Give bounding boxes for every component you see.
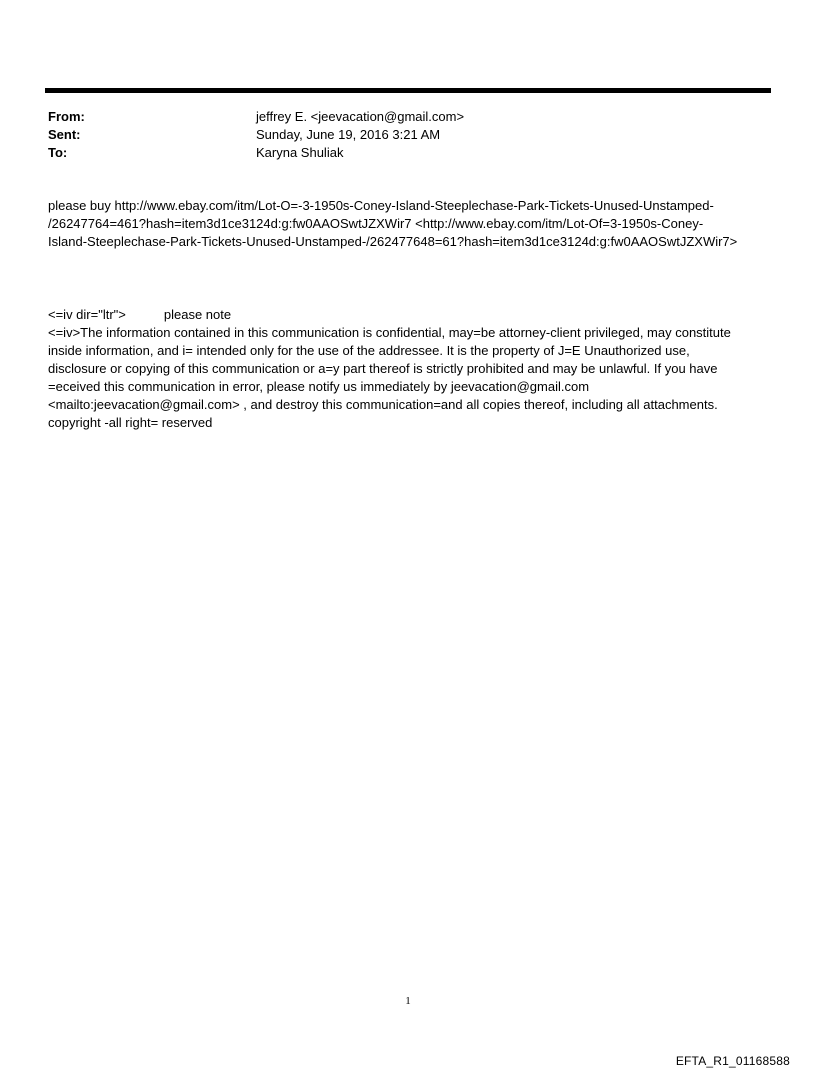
header-divider bbox=[45, 88, 771, 93]
message-line: Island-Steeplechase-Park-Tickets-Unused-Unstamped-/262477648=61?hash=item3d1ce3124d:g:fw0AAOSwtJZXWir7> bbox=[48, 234, 738, 249]
to-label: To: bbox=[48, 145, 68, 160]
disclaimer-line: <=iv>The information contained in this communication is confidential, may=be attorney-client privileged, may constitute bbox=[48, 325, 731, 340]
from-value: jeffrey E. <jeevacation@gmail.com> bbox=[256, 109, 465, 124]
disclaimer-line: <mailto:jeevacation@gmail.com> , and destroy this communication=and all copies thereof, including all attachments. bbox=[48, 397, 718, 412]
disclaimer-block bbox=[48, 306, 778, 432]
disclaimer-line: inside information, and i= intended only for the use of the addressee. It is the property of J=E Unauthorized use, bbox=[48, 343, 690, 358]
from-row bbox=[48, 107, 768, 126]
from-label: From: bbox=[48, 109, 85, 124]
page-number: 1 bbox=[405, 995, 411, 1007]
disclaimer-line: =eceived this communication in error, please notify us immediately by jeevacation@gmail.com bbox=[48, 379, 590, 394]
sent-row bbox=[48, 125, 768, 144]
sent-label: Sent: bbox=[48, 127, 81, 142]
disclaimer-line: disclosure or copying of this communication or a=y part thereof is strictly prohibited and may be unlawful. If you have bbox=[48, 361, 718, 376]
note-line bbox=[48, 306, 778, 324]
to-value: Karyna Shuliak bbox=[256, 145, 344, 160]
note-prefix: <=iv dir="ltr"> bbox=[48, 307, 126, 322]
note-label: please note bbox=[163, 307, 232, 322]
disclaimer-line: copyright -all right= reserved bbox=[48, 415, 213, 430]
sent-value: Sunday, June 19, 2016 3:21 AM bbox=[256, 127, 441, 142]
message-line: /26247764=461?hash=item3d1ce3124d:g:fw0AAOSwtJZXWir7 <http://www.ebay.com/itm/Lot-Of=3-1950s-Coney- bbox=[48, 216, 704, 231]
message-body bbox=[48, 197, 778, 251]
to-row bbox=[48, 143, 768, 162]
message-line: please buy http://www.ebay.com/itm/Lot-O=-3-1950s-Coney-Island-Steeplechase-Park-Tickets-Unused-Unstamped- bbox=[48, 198, 714, 213]
document-id: EFTA_R1_01168588 bbox=[675, 1054, 790, 1068]
